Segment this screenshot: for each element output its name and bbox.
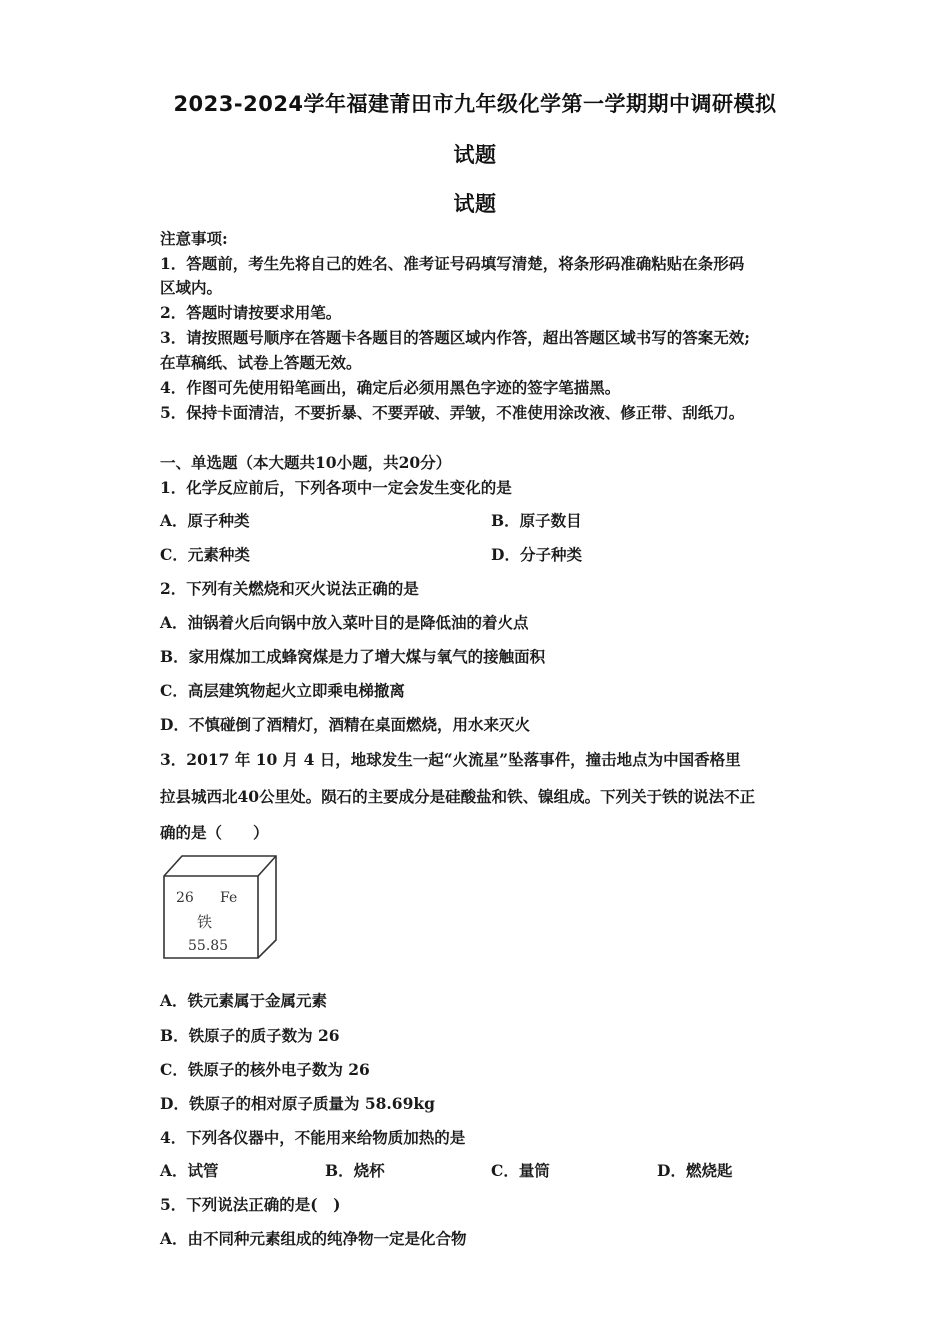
q3-stem-line-3: 确的是（ ） xyxy=(160,823,269,842)
q2-option-a: A．油锅着火后向锅中放入菜叶目的是降低油的着火点 xyxy=(160,613,529,632)
q1-option-b: B．原子数目 xyxy=(491,511,582,530)
q5-option-a: A．由不同种元素组成的纯净物一定是化合物 xyxy=(160,1229,467,1248)
q1-stem: 1．化学反应前后，下列各项中一定会发生变化的是 xyxy=(160,478,512,497)
notice-item: 区域内。 xyxy=(160,278,223,297)
q4-option-c: C．量筒 xyxy=(491,1161,550,1180)
notice-item: 5．保持卡面清洁，不要折暴、不要弄破、弄皱，不准使用涂改液、修正带、刮纸刀。 xyxy=(160,403,745,422)
q4-option-d: D．燃烧匙 xyxy=(657,1161,733,1180)
notice-item: 在草稿纸、试卷上答题无效。 xyxy=(160,353,362,372)
q3-option-d: D．铁原子的相对原子质量为 58.69kg xyxy=(160,1094,435,1113)
element-mass: 55.85 xyxy=(188,938,229,954)
q4-option-b: B．烧杯 xyxy=(325,1161,385,1180)
notice-heading: 注意事项: xyxy=(160,229,228,248)
q2-option-c: C．高层建筑物起火立即乘电梯撤离 xyxy=(160,681,405,700)
title-line-1: 2023-2024学年福建莆田市九年级化学第一学期期中调研模拟 xyxy=(173,92,777,116)
q2-stem: 2．下列有关燃烧和灭火说法正确的是 xyxy=(160,579,419,598)
element-number: 26 xyxy=(176,890,194,906)
notice-item: 2．答题时请按要求用笔。 xyxy=(160,303,342,322)
q2-option-d: D．不慎碰倒了酒精灯，酒精在桌面燃烧，用水来灭火 xyxy=(160,715,530,734)
q1-option-c: C．元素种类 xyxy=(160,545,250,564)
q3-option-b: B．铁原子的质子数为 26 xyxy=(160,1026,340,1045)
title-line-2: 试题 xyxy=(453,143,497,167)
q3-option-c: C．铁原子的核外电子数为 26 xyxy=(160,1060,370,1079)
section-heading: 一、单选题（本大题共10小题，共20分） xyxy=(160,453,452,472)
q2-option-b: B．家用煤加工成蜂窝煤是力了增大煤与氧气的接触面积 xyxy=(160,647,546,666)
q3-option-a: A．铁元素属于金属元素 xyxy=(160,991,328,1010)
q3-stem-line-1: 3．2017 年 10 月 4 日，地球发生一起“火流星”坠落事件，撞击地点为中国香格里 xyxy=(160,750,741,769)
element-symbol: Fe xyxy=(220,890,238,906)
notice-item: 3．请按照题号顺序在答题卡各题目的答题区域内作答，超出答题区域书写的答案无效; xyxy=(160,328,751,347)
q4-option-a: A．试管 xyxy=(160,1161,219,1180)
notice-item: 1．答题前，考生先将自己的姓名、准考证号码填写清楚，将条形码准确粘贴在条形码 xyxy=(160,254,745,273)
q5-stem: 5．下列说法正确的是( ) xyxy=(160,1195,341,1214)
q1-option-d: D．分子种类 xyxy=(491,545,582,564)
q1-option-a: A．原子种类 xyxy=(160,511,250,530)
element-name: 铁 xyxy=(197,913,213,931)
q3-stem-line-2: 拉县城西北40公里处。陨石的主要成分是硅酸盐和铁、镍组成。下列关于铁的说法不正 xyxy=(160,787,756,806)
iron-element-cell xyxy=(160,852,280,962)
q4-stem: 4．下列各仪器中，不能用来给物质加热的是 xyxy=(160,1128,466,1147)
notice-item: 4．作图可先使用铅笔画出，确定后必须用黑色字迹的签字笔描黑。 xyxy=(160,378,621,397)
title-line-3: 试题 xyxy=(453,192,497,216)
